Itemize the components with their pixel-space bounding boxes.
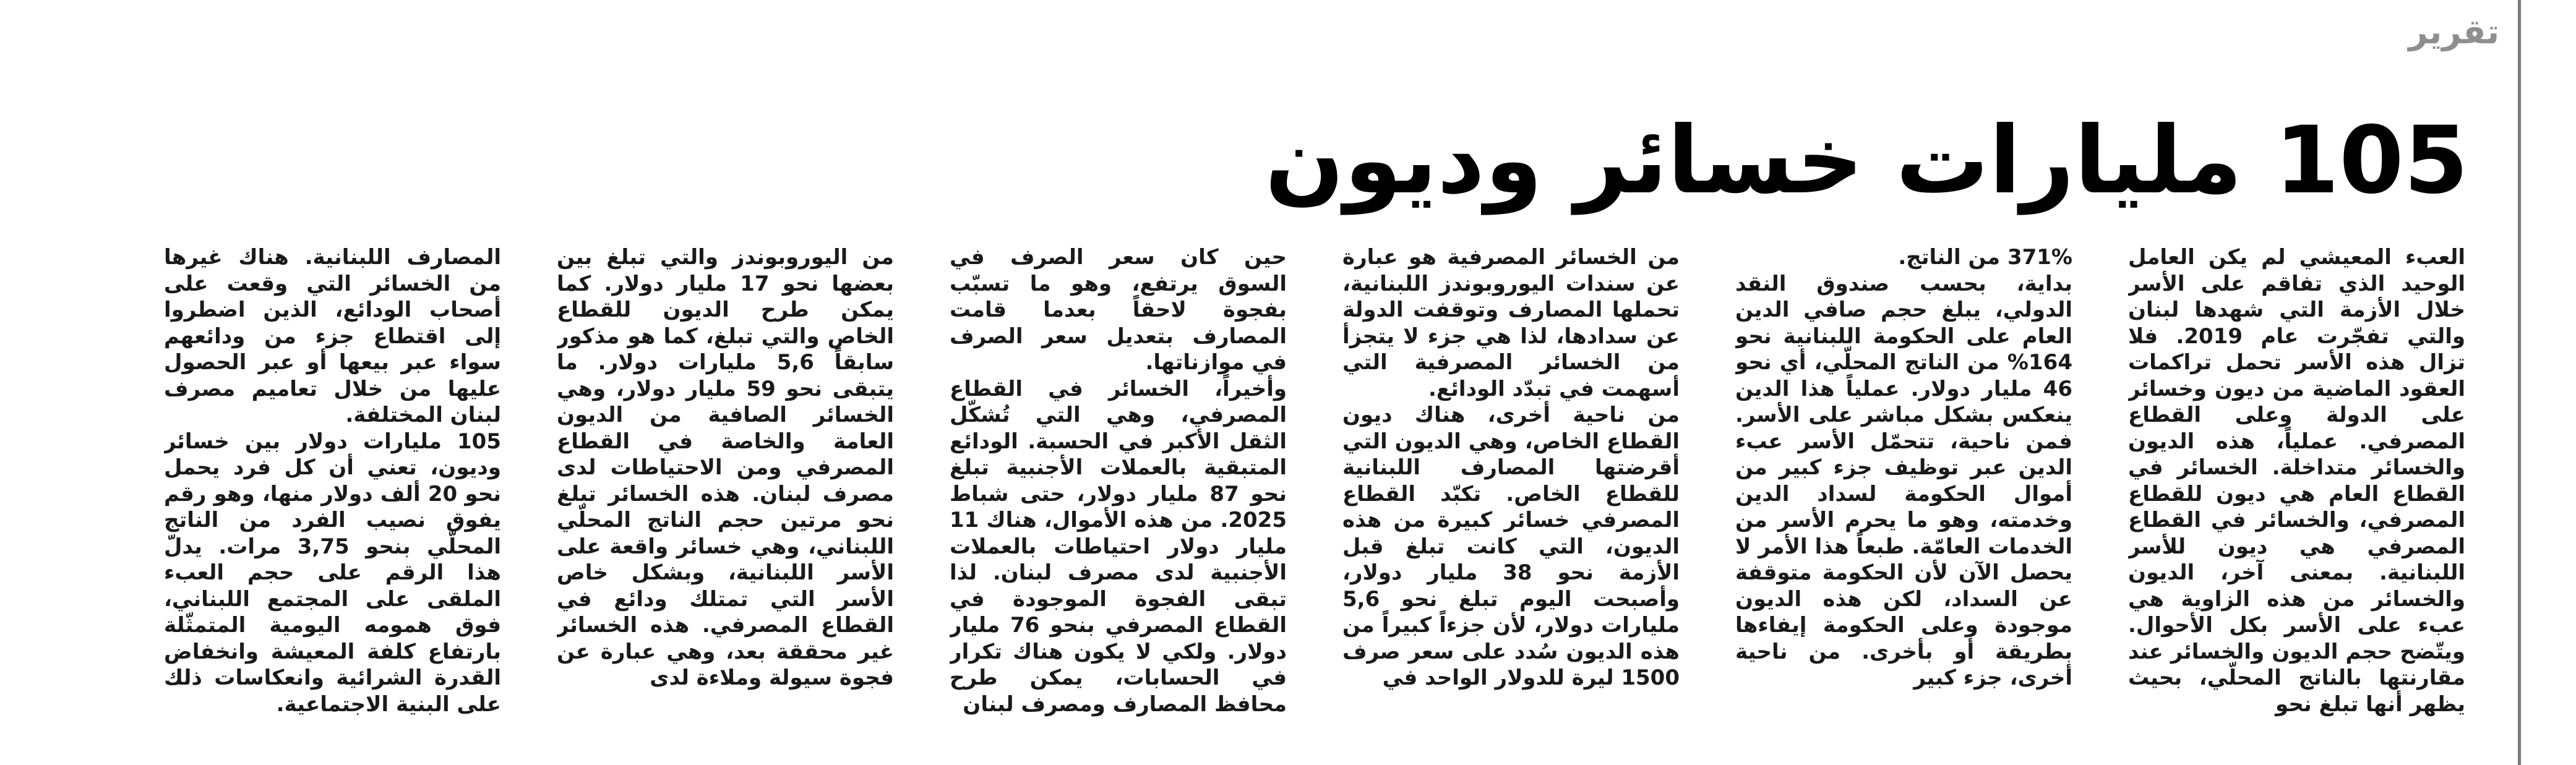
article-paragraph: حين كان سعر الصرف في السوق يرتفع، وهو ما تسبّب بفجوة لاحقاً بعدما قامت المصارف بتعديل سعر الصرف في موازناتها. xyxy=(950,245,1287,375)
article-column-4 xyxy=(950,244,1287,733)
article-paragraph: المصارف اللبنانية. هناك غيرها من الخسائر التي وقعت على أصحاب الودائع، الذين اضطروا إلى اقتطاع جزء من ودائعهم سواء عبر بيعها أو عبر الحصول عليها من خلال تعاميم مصرف لبنان المختلفة. xyxy=(164,245,501,427)
article-paragraph: من الخسائر المصرفية هو عبارة عن سندات اليوروبوندز اللبنانية، تحملها المصارف وتوقفت الدولة عن سدادها، لذا هي جزء لا يتجزأ من الخسائر المصرفية التي أسهمت في تبدّد الودائع. xyxy=(1342,245,1680,401)
article-paragraph: من اليوروبوندز والتي تبلغ بين بعضها نحو 17 مليار دولار. كما يمكن طرح الديون للقطاع الخاص والتي تبلغ، كما هو مذكور سابقاً 5,6 مليارات دولار. ما يتبقى نحو 59 مليار دولار، وهي الخسائر الصافية من الديون العامة والخاصة في القطاع المصرفي ومن الاحتياطات لدى مصرف لبنان. هذه الخسائر تبلغ نحو مرتين حجم الناتج المحلّي اللبناني، وهي خسائر واقعة على الأسر اللبنانية، وبشكل خاص الأسر التي تمتلك ودائع في القطاع المصرفي. هذه الخسائر غير محققة بعد، وهي عبارة عن فجوة سيولة وملاءة لدى xyxy=(557,245,894,690)
headline: 105 مليارات خسائر وديون xyxy=(1264,107,2468,215)
article-body xyxy=(164,244,2465,733)
article-paragraph: من ناحية أخرى، هناك ديون القطاع الخاص، وهي الديون التي أقرضتها المصارف اللبنانية للقطاع الخاص. تكبّد القطاع المصرفي خسائر كبيرة من هذه الديون، التي كانت تبلغ قبل الأزمة نحو 38 مليار دولار، وأصبحت اليوم تبلغ نحو 5,6 مليارات دولار، لأن جزءاً كبيراً من هذه الديون سُدد على سعر صرف 1500 ليرة للدولار الواحد في xyxy=(1342,403,1680,690)
article-column-6 xyxy=(164,244,501,733)
article-column-3 xyxy=(1342,244,1680,733)
article-column-5 xyxy=(557,244,894,733)
article-paragraph: 371% من الناتج. xyxy=(1898,245,2072,270)
vertical-divider-rule xyxy=(2518,0,2521,765)
article-paragraph: وأخيراً، الخسائر في القطاع المصرفي، وهي التي تُشكّل الثقل الأكبر في الحسبة. الودائع المتبقية بالعملات الأجنبية تبلغ نحو 87 مليار دولار، حتى شباط 2025. من هذه الأموال، هناك 11 مليار دولار احتياطات بالعملات الأجنبية لدى مصرف لبنان. لذا تبقى الفجوة الموجودة في القطاع المصرفي بنحو 76 مليار دولار. ولكي لا يكون هناك تكرار في الحسابات، يمكن طرح محافظ المصارف ومصرف لبنان xyxy=(950,376,1287,717)
article-paragraph: بداية، بحسب صندوق النقد الدولي، يبلغ حجم صافي الدين العام على الحكومة اللبنانية نحو 164% من الناتج المحلّي، أي نحو 46 مليار دولار. عملياً هذا الدين ينعكس بشكل مباشر على الأسر. فمن ناحية، تتحمّل الأسر عبء الدين عبر توظيف جزء كبير من أموال الحكومة لسداد الدين وخدمته، وهو ما يحرم الأسر من الخدمات العامّة. طبعاً هذا الأمر لا يحصل الآن لأن الحكومة متوقفة عن السداد، لكن هذه الديون موجودة وعلى الحكومة إيفاءها بطريقة أو بأخرى. من ناحية أخرى، جزء كبير xyxy=(1735,271,2072,690)
article-paragraph: العبء المعيشي لم يكن العامل الوحيد الذي تفاقم على الأسر خلال الأزمة التي شهدها لبنان والتي تفجّرت عام 2019. فلا تزال هذه الأسر تحمل تراكمات العقود الماضية من ديون وخسائر على الدولة وعلى القطاع المصرفي. عملياً، هذه الديون والخسائر متداخلة. الخسائر في القطاع العام هي ديون للقطاع المصرفي، والخسائر في القطاع المصرفي هي ديون للأسر اللبنانية. بمعنى آخر، الديون والخسائر من هذه الزاوية هي عبء على الأسر بكل الأحوال. ويتّضح حجم الديون والخسائر عند مقارنتها بالناتج المحلّي، بحيث يظهر أنها تبلغ نحو xyxy=(2128,245,2465,717)
article-paragraph: 105 مليارات دولار بين خسائر وديون، تعني أن كل فرد يحمل نحو 20 ألف دولار منها، وهو رقم يفوق نصيب الفرد من الناتج المحلّي بنحو 3,75 مرات. يدلّ هذا الرقم على حجم العبء الملقى على المجتمع اللبناني، فوق همومه اليومية المتمثّلة بارتفاع كلفة المعيشة وانخفاض القدرة الشرائية وانعكاسات ذلك على البنية الاجتماعية. xyxy=(164,429,501,717)
article-column-2 xyxy=(1735,244,2072,733)
article-column-1 xyxy=(2128,244,2465,733)
section-label: تقرير xyxy=(2408,12,2499,51)
